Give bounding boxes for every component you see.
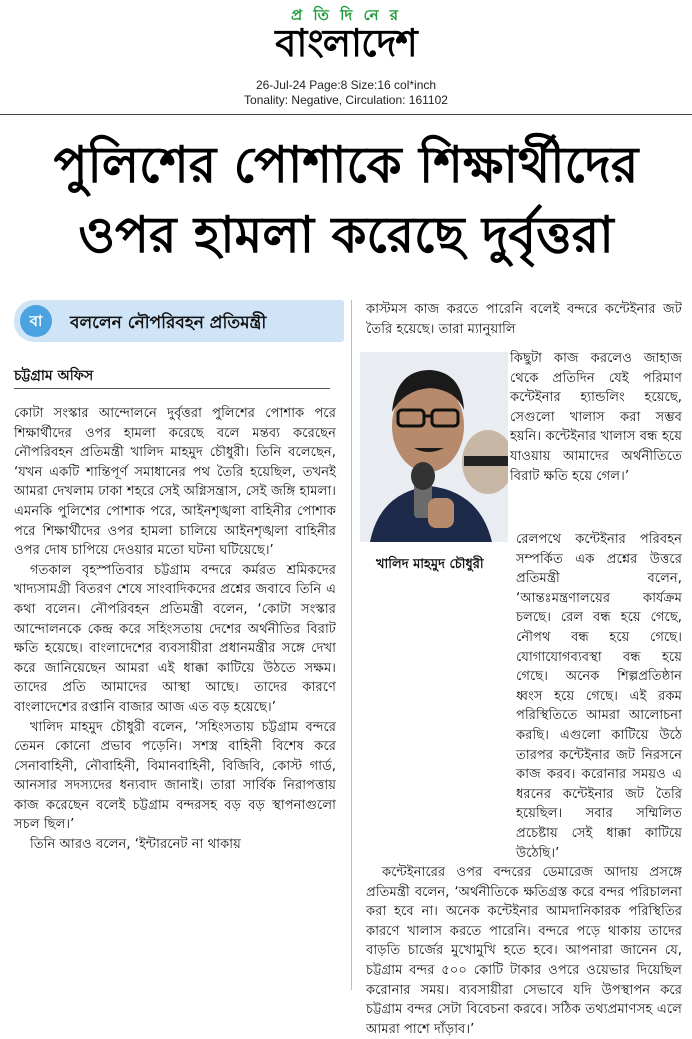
subhead-badge	[14, 300, 344, 342]
headline-line-1: পুলিশের পোশাকে শিক্ষার্থীদের	[53, 136, 639, 194]
paragraph: গতকাল বৃহস্পতিবার চট্টগ্রাম বন্দরে কর্মরত শ্রমিকদের খাদ্যসামগ্রী বিতরণ শেষে সাংবাদিকদের প্রশ্নের জবাবে তিনি এ কথা বলেন। নৌপরিবহন প্রতিমন্ত্রী বলেন, ‘কোটা সংস্কার আন্দোলনকে কেন্দ্র করে সহিংসতায় দেশের অর্থনীতির বিরাট ক্ষতি হয়েছে। বাংলাদেশের ব্যবসায়ীরা প্রধানমন্ত্রীর সঙ্গে দেখা করে জানিয়েছেন আমরা এই ধাক্কা কাটিয়ে উঠতে সক্ষম। তাদের প্রতি আমাদের আস্থা আছে। তাদের কারণে বাংলাদেশের রপ্তানি বাজার আজ এত বড় হয়েছে।’	[14, 562, 336, 715]
newspaper-tagline: প্র তি দি নে র	[290, 6, 402, 24]
newspaper-masthead: বাংলাদেশ	[275, 21, 417, 65]
paragraph: কাস্টমস কাজ করতে পারেনি বলেই বন্দরে কন্টেইনার জট তৈরি হয়েছে। তারা ম্যানুয়ালি	[366, 302, 682, 337]
minister-photo	[360, 352, 508, 542]
article-column-right-bottom	[366, 530, 682, 1039]
byline: চট্টগ্রাম অফিস	[14, 368, 94, 384]
paragraph: তিনি আরও বলেন, ‘ইন্টারনেট না থাকায়	[30, 837, 241, 853]
paragraph: রেলপথে কন্টেইনার পরিবহন সম্পর্কিত এক প্রশ্নের উত্তরে প্রতিমন্ত্রী বলেন, ‘আন্তঃমন্ত্রণালয়ের কার্যক্রম চলছে। রেল বন্ধ হয়ে গেছে, নৌপথ বন্ধ হয়ে গেছে। যোগাযোগব্যবস্থা বন্ধ হয়ে গেছে। অনেক শিল্পপ্রতিষ্ঠান ধ্বংস হয়ে গেছে। এই রকম পরিস্থিতিতে আমরা আলোচনা করছি। এগুলো কাটিয়ে উঠে তারপর কন্টেইনার জট নিরসনে কাজ করব। করোনার সময়ও এ ধরনের কন্টেইনার জট তৈরি হয়েছিল। সবার সম্মিলিত প্রচেষ্টায় সেই ধাক্কা কাটিয়ে উঠেছি।’	[516, 532, 682, 861]
header-divider	[0, 114, 692, 115]
clipping-meta-tonality: Tonality: Negative, Circulation: 161102	[244, 93, 448, 107]
article-column-left	[14, 404, 336, 855]
bangladesh-pratidin-logo-icon: বা	[20, 305, 52, 337]
article-column-right-narrow	[510, 349, 682, 486]
paragraph: খালিদ মাহমুদ চৌধুরী বলেন, ‘সহিংসতায় চট্টগ্রাম বন্দরে তেমন কোনো প্রভাব পড়েনি। সশস্ত্র বাহিনী বিশেষ করে সেনাবাহিনী, নৌবাহিনী, বিমানবাহিনী, বিজিবি, কোস্ট গার্ড, আনসার সদস্যদের ধন্যবাদ জানাই। তারা সার্বিক নিরাপত্তায় কাজ করেছেন বলেই চট্টগ্রাম বন্দরসহ বড় বড় স্থাপনাগুলো সচল ছিল।’	[14, 719, 336, 833]
photo-caption: খালিদ মাহমুদ চৌধুরী	[372, 554, 488, 577]
subhead-text: বললেন নৌপরিবহন প্রতিমন্ত্রী	[70, 313, 267, 333]
portrait-illustration	[360, 352, 508, 542]
clipping-meta-date: 26-Jul-24 Page:8 Size:16 col*inch	[255, 78, 437, 92]
paragraph: কন্টেইনারের ওপর বন্দরের ডেমারেজ আদায় প্রসঙ্গে প্রতিমন্ত্রী বলেন, ‘অর্থনীতিকে ক্ষতিগ্রস্ত করে বন্দর পরিচালনা করা হবে না। অনেক কন্টেইনার আমদানিকারক পরিস্থিতির কারণে খালাস করতে পারেনি। বন্দরে পড়ে থাকায় তাদের বাড়তি চার্জের মুখোমুখি হতে হবে। আপনারা জানেন যে, চট্টগ্রাম বন্দর ৫০০ কোটি টাকার ওপরে ওয়েভার দিয়েছিল করোনার সময়। ব্যবসায়ীরা সেভাবে যদি উপস্থাপন করে চট্টগ্রাম বন্দর সেটা বিবেচনা করবে। সঠিক তথ্যপ্রমাণসহ এলে আমরা পাশে দাঁড়াব।’	[366, 865, 682, 1037]
article-column-right-top	[366, 300, 682, 339]
paragraph: কোটা সংস্কার আন্দোলনে দুর্বৃত্তরা পুলিশের পোশাক পরে শিক্ষার্থীদের ওপর হামলা করেছে বলে মন্তব্য করেছেন নৌপরিবহন প্রতিমন্ত্রী খালিদ মাহমুদ চৌধুরী। তিনি বলেছেন, ‘যখন একটি শান্তিপূর্ণ সমাধানের পথ তৈরি হয়েছিল, তখনই আমরা দেখলাম ঢাকা শহরে সেই অগ্নিসন্ত্রাস, সেই জঙ্গি হামলা। এমনকি পুলিশের পোশাক পরে, আইনশৃঙ্খলা বাহিনীর পোশাক পরে শিক্ষার্থীদের ওপর হামলা চালিয়ে আইনশৃঙ্খলা বাহিনীর ওপর দোষ চাপিয়ে দেওয়ার মতো ঘটনা ঘটিয়েছে।’	[14, 406, 336, 559]
paragraph: কিছুটা কাজ করলেও জাহাজ থেকে প্রতিদিন যেই পরিমাণ কন্টেইনার হ্যান্ডলিং হয়েছে, সেগুলো খালাস করা সম্ভব হয়নি। কন্টেইনার খালাস বন্ধ হয়ে যাওয়ায় আমাদের অর্থনীতিতে বিরাট ক্ষতি হয়ে গেল।’	[510, 351, 682, 484]
column-divider	[351, 300, 352, 990]
headline-line-2: ওপর হামলা করেছে দুর্বৃত্তরা	[78, 206, 614, 264]
byline-divider	[14, 388, 330, 389]
